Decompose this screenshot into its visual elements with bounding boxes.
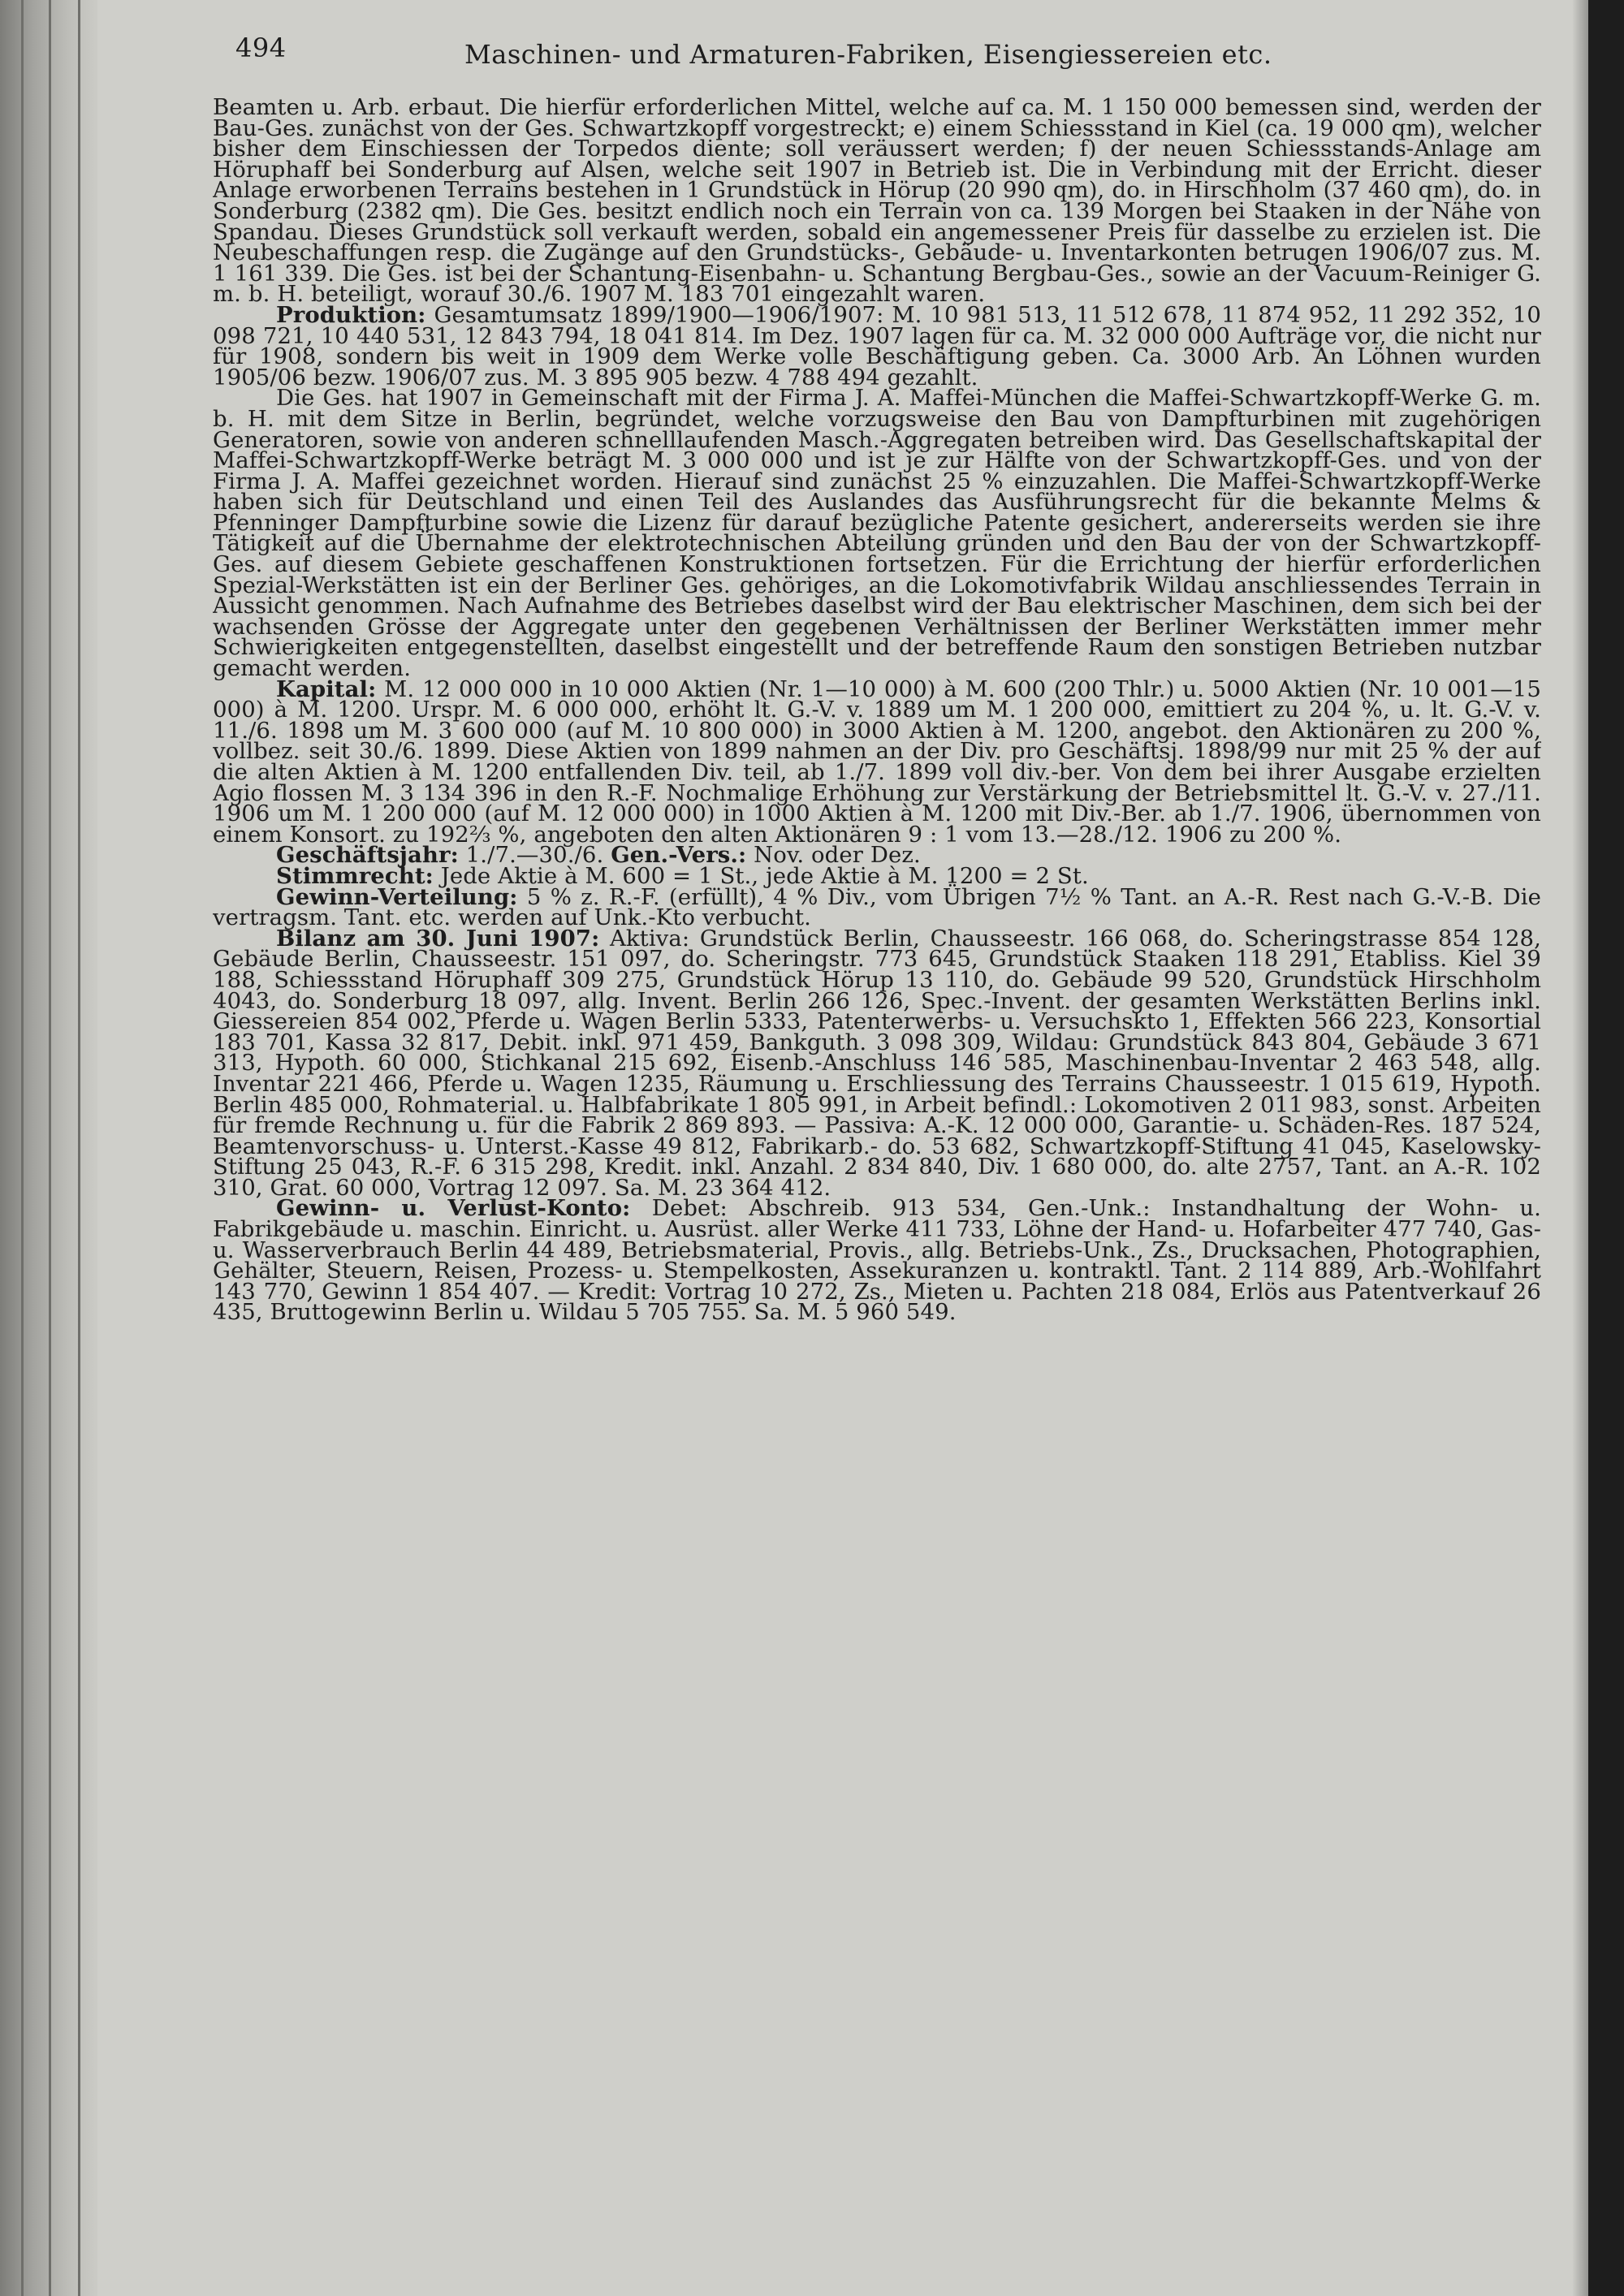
paragraph-text: Gesamtumsatz 1899/1900—1906/1907: M. 10 981 513, 11 512 678, 11 874 952, 11 292 352, 10 098 721, 10 440 531, 12 843 794, 18 041 814. Im Dez. 1907 lagen für ca. M. 32 000 000 Aufträge vor, die nicht nur für 1908, sondern bis weit in 1909 dem Werke volle Beschäftigung geben. Ca. 3000 Arb. An Löhnen wurden 1905/06 bezw. 1906/07 zus. M. 3 895 905 bezw. 4 788 494 gezahlt. (213, 301, 1541, 391)
page-number: 494 (235, 32, 287, 63)
paragraph-text: Die Ges. hat 1907 in Gemeinschaft mit der Firma J. A. Maffei-München die Maffei-Schwartzkopff-Werke G. m. b. H. mit dem Sitze in Berlin, begründet, welche vorzugsweise den Bau von Dampfturbinen mit zugehörigen Generatoren, sowie von anderen schnelllaufenden Masch.-Aggregaten betreiben wird. Das Gesellschaftskapital der Maffei-Schwartzkopff-Werke beträgt M. 3 000 000 und ist je zur Hälfte von der Schwartzkopff-Ges. und von der Firma J. A. Maffei gezeichnet worden. Hierauf sind zunächst 25 % einzuzahlen. Die Maffei-Schwartzkopff-Werke haben sich für Deutschland und einen Teil des Auslandes das Ausführungsrecht für die bekannte Melms & Pfenninger Dampfturbine sowie die Lizenz für darauf bezügliche Patente gesichert, andererseits werden sie ihre Tätigkeit auf die Übernahme der elektrotechnischen Abteilung gründen und den Bau der von der Schwartzkopff-Ges. auf diesem Gebiete geschaffenen Konstruktionen fortsetzen. Für die Errichtung der hierfür erforderlichen Spezial-Werkstätten ist ein der Berliner Ges. gehöriges, an die Lokomotivfabrik Wildau anschliessendes Terrain in Aussicht genommen. Nach Aufnahme des Betriebes daselbst wird der Bau elektrischer Maschinen, dem sich bei der wachsenden Grösse der Aggregate unter den gegebenen Verhältnissen der Berliner Werkstätten immer mehr Schwierigkeiten entgegenstellten, daselbst eingestellt und der betreffende Raum den sonstigen Betrieben nutzbar gemacht werden. (213, 385, 1541, 682)
section-heading: Geschäftsjahr: (276, 842, 459, 869)
spine-line (49, 0, 51, 2296)
section-heading: Gewinn- u. Verlust-Konto: (276, 1195, 631, 1222)
section-heading: Bilanz am 30. Juni 1907: (276, 925, 600, 952)
section-heading: Kapital: (276, 675, 377, 702)
page-edge-shadow (1572, 0, 1588, 2296)
paragraph-gewinn-verteilung (213, 883, 1541, 931)
scan-border (1588, 0, 1624, 2296)
section-heading: Gewinn-Verteilung: (276, 883, 518, 910)
paragraph-text: Nov. oder Dez. (746, 842, 921, 869)
paragraph-text: M. 12 000 000 in 10 000 Aktien (Nr. 1—10 000) à M. 600 (200 Thlr.) u. 5000 Aktien (Nr. 10 001—15 000) à M. 1200. Urspr. M. 6 000 000, erhöht lt. G.-V. v. 1889 um M. 1 200 000, emittiert zu 204 %, u. lt. G.-V. v. 11./6. 1898 um M. 3 600 000 (auf M. 10 800 000) in 3000 Aktien à M. 1200, angebot. den Aktionären zu 200 %, vollbez. seit 30./6. 1899. Diese Aktien von 1899 nahmen an der Div. pro Geschäftsj. 1898/99 nur mit 25 % der auf die alten Aktien à M. 1200 entfallenden Div. teil, ab 1./7. 1899 voll div.-ber. Von dem bei ihrer Ausgabe erzielten Agio flossen M. 3 134 396 in den R.-F. Nochmalige Erhöhung zur Verstärkung der Betriebsmittel lt. G.-V. v. 27./11. 1906 um M. 1 200 000 (auf M. 12 000 000) in 1000 Aktien à M. 1200 mit Div.-Ber. ab 1./7. 1906, übernommen von einem Konsort. zu 192⅔ %, angeboten den alten Aktionären 9 : 1 vom 13.—28./12. 1906 zu 200 %. (213, 675, 1541, 848)
paragraph-text: Beamten u. Arb. erbaut. Die hierfür erforderlichen Mittel, welche auf ca. M. 1 150 000 bemessen sind, werden der Bau-Ges. zunächst von der Ges. Schwartzkopff vorgestreckt; e) einem Schiessstand in Kiel (ca. 19 000 qm), welcher bisher dem Einschiessen der Torpedos diente; soll veräussert werden; f) der neuen Schiessstands-Anlage am Höruphaff bei Sonderburg auf Alsen, welche seit 1907 in Betrieb ist. Die in Verbindung mit der Erricht. dieser Anlage erworbenen Terrains bestehen in 1 Grundstück in Hörup (20 990 qm), do. in Hirschholm (37 460 qm), do. in Sonderburg (2382 qm). Die Ges. besitzt endlich noch ein Terrain von ca. 139 Morgen bei Staaken in der Nähe von Spandau. Dieses Grundstück soll verkauft werden, sobald ein angemessener Preis für dasselbe zu erzielen ist. Die Neubeschaffungen resp. die Zugänge auf den Grundstücks-, Gebäude- u. Inventarkonten betrugen 1906/07 zus. M. 1 161 339. Die Ges. ist bei der Schantung-Eisenbahn- u. Schantung Bergbau-Ges., sowie an der Vacuum-Reiniger G. m. b. H. beteiligt, worauf 30./6. 1907 M. 183 701 eingezahlt waren. (213, 94, 1541, 308)
paragraph-text: Aktiva: Grundstück Berlin, Chausseestr. 166 068, do. Scheringstrasse 854 128, Gebäude Berlin, Chausseestr. 151 097, do. Scheringstr. 773 645, Grundstück Staaken 118 291, Etabliss. Kiel 39 188, Schiessstand Höruphaff 309 275, Grundstück Hörup 13 110, do. Gebäude 99 520, Grundstück Hirschholm 4043, do. Sonderburg 18 097, allg. Invent. Berlin 266 126, Spec.-Invent. der gesamten Werkstätten Berlins inkl. Giessereien 854 002, Pferde u. Wagen Berlin 5333, Patenterwerbs- u. Versuchskto 1, Effekten 566 223, Konsortial 183 701, Kassa 32 817, Debit. inkl. 971 459, Bankguth. 3 098 309, Wildau: Grundstück 843 804, Gebäude 3 671 313, Hypoth. 60 000, Stichkanal 215 692, Eisenb.-Anschluss 146 585, Maschinenbau-Inventar 2 463 548, allg. Inventar 221 466, Pferde u. Wagen 1235, Räumung u. Erschliessung des Terrains Chausseestr. 1 015 619, Hypoth. Berlin 485 000, Rohmaterial. u. Halbfabrikate 1 805 991, in Arbeit befindl.: Lokomotiven 2 011 983, sonst. Arbeiten für fremde Rechnung u. für die Fabrik 2 869 893. — Passiva: A.-K. 12 000 000, Garantie- u. Schäden-Res. 187 524, Beamtenvorschuss- u. Unterst.-Kasse 49 812, Fabrikarb.- do. 53 682, Schwartzkopff-Stiftung 41 045, Kaselowsky-Stiftung 25 043, R.-F. 6 315 298, Kredit. inkl. Anzahl. 2 834 840, Div. 1 680 000, do. alte 2757, Tant. an A.-R. 102 310, Grat. 60 000, Vortrag 12 097. Sa. M. 23 364 412. (213, 925, 1541, 1201)
section-heading: Produktion: (276, 301, 426, 328)
book-page (213, 32, 1541, 2273)
section-heading: Gen.-Vers.: (611, 842, 747, 869)
paragraph-produktion (213, 301, 1541, 391)
paragraph-premises (213, 94, 1541, 308)
spine-line (78, 0, 80, 2296)
paragraph-maffei (213, 385, 1541, 682)
paragraph-text: Debet: Abschreib. 913 534, Gen.-Unk.: Instandhaltung der Wohn- u. Fabrikgebäude u. maschin. Einricht. u. Ausrüst. aller Werke 411 733, Löhne der Hand- u. Hofarbeiter 477 740, Gas- u. Wasserverbrauch Berlin 44 489, Betriebsmaterial, Provis., allg. Betriebs-Unk., Zs., Drucksachen, Photographien, Gehälter, Steuern, Reisen, Prozess- u. Stempelkosten, Assekuranzen u. kontraktl. Tant. 2 114 889, Arb.-Wohlfahrt 143 770, Gewinn 1 854 407. — Kredit: Vortrag 10 272, Zs., Mieten u. Pachten 218 084, Erlös aus Patentverkauf 26 435, Bruttogewinn Berlin u. Wildau 5 705 755. Sa. M. 5 960 549. (213, 1195, 1541, 1326)
section-heading: Stimmrecht: (276, 862, 434, 889)
paragraph-gewinn-verlust (213, 1195, 1541, 1326)
page-header (213, 32, 1541, 97)
running-title: Maschinen- und Armaturen-Fabriken, Eisengiessereien etc. (464, 39, 1272, 70)
paragraph-text: 5 % z. R.-F. (erfüllt), 4 % Div., vom Übrigen 7½ % Tant. an A.-R. Rest nach G.-V.-B. Die vertragsm. Tant. etc. werden auf Unk.-Kto verbucht. (213, 883, 1541, 931)
paragraph-text: 1./7.—30./6. (458, 842, 611, 869)
page-body (213, 94, 1541, 1326)
paragraph-kapital (213, 675, 1541, 848)
paragraph-bilanz (213, 925, 1541, 1201)
spine-line (21, 0, 24, 2296)
paragraph-text: Jede Aktie à M. 600 = 1 St., jede Aktie à M. 1200 = 2 St. (433, 862, 1089, 889)
